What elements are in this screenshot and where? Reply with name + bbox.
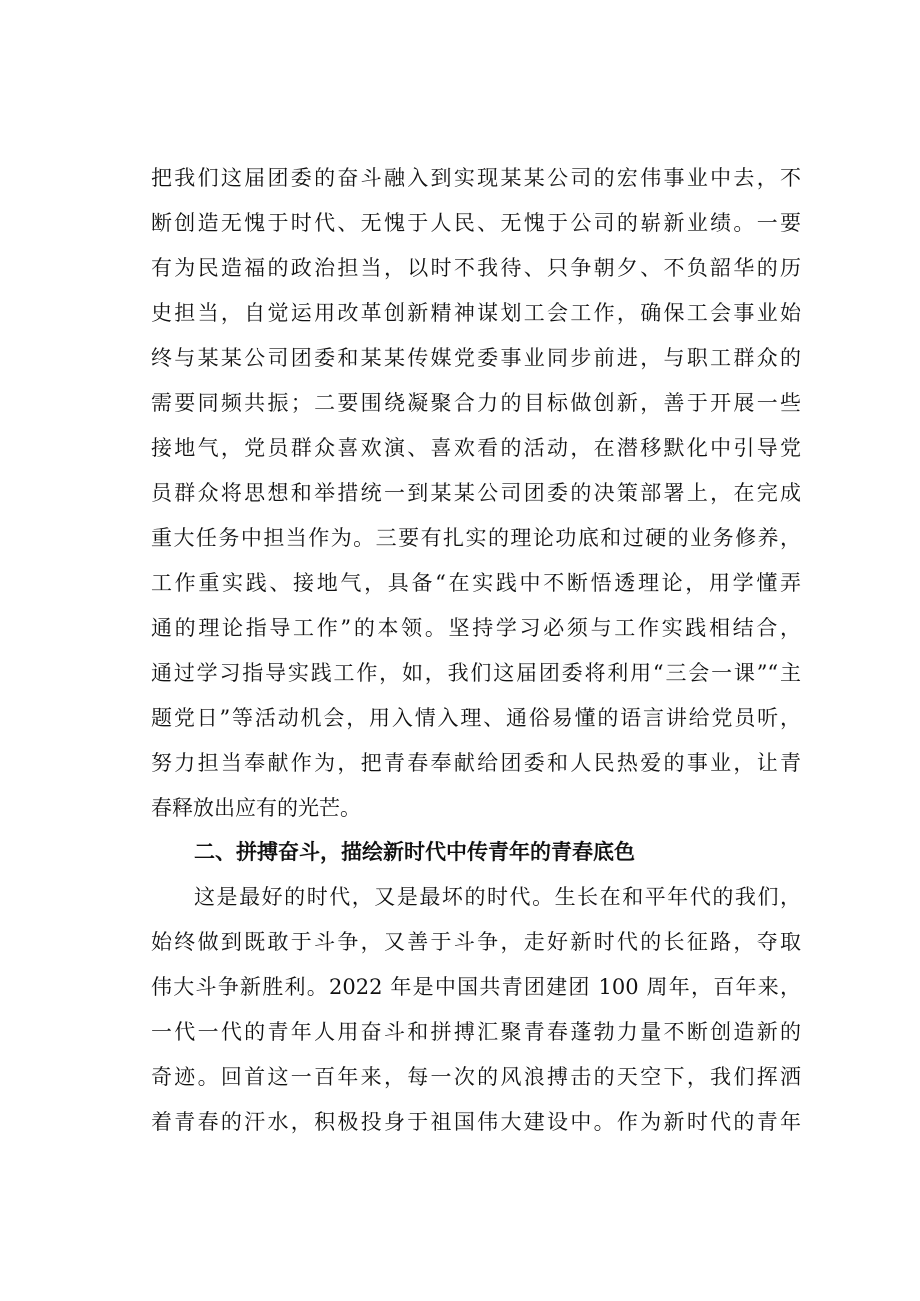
paragraph-1-line: 工作重实践、接地气，具备“在实践中不断悟透理论，用学懂弄 bbox=[151, 571, 801, 595]
paragraph-1-line: 员群众将思想和举措统一到某某公司团委的决策部署上，在完成 bbox=[151, 481, 801, 505]
paragraph-2-line: 伟大斗争新胜利。2022 年是中国共青团建团 100 周年，百年来， bbox=[151, 975, 801, 999]
paragraph-1-line: 终与某某公司团委和某某传媒党委事业同步前进，与职工群众的 bbox=[151, 346, 801, 370]
paragraph-1-line: 春释放出应有的光芒。 bbox=[151, 796, 361, 820]
paragraph-1-line: 断创造无愧于时代、无愧于人民、无愧于公司的崭新业绩。一要 bbox=[151, 211, 801, 235]
paragraph-1-line: 需要同频共振；二要围绕凝聚合力的目标做创新，善于开展一些 bbox=[151, 391, 801, 415]
paragraph-1-line: 努力担当奉献作为，把青春奉献给团委和人民热爱的事业，让青 bbox=[151, 751, 801, 775]
paragraph-2-line: 着青春的汗水，积极投身于祖国伟大建设中。作为新时代的青年 bbox=[151, 1110, 801, 1134]
paragraph-2-line: 这是最好的时代，又是最坏的时代。生长在和平年代的我们， bbox=[194, 885, 801, 909]
paragraph-1-line: 通的理论指导工作”的本领。坚持学习必须与工作实践相结合， bbox=[151, 616, 801, 640]
paragraph-1-line: 通过学习指导实践工作，如，我们这届团委将利用“三会一课”“主 bbox=[151, 661, 801, 685]
paragraph-2-line: 一代一代的青年人用奋斗和拼搏汇聚青春蓬勃力量不断创造新的 bbox=[151, 1020, 801, 1044]
paragraph-1-line: 有为民造福的政治担当，以时不我待、只争朝夕、不负韶华的历 bbox=[151, 256, 801, 280]
paragraph-1-line: 史担当，自觉运用改革创新精神谋划工会工作，确保工会事业始 bbox=[151, 301, 801, 325]
paragraph-1-line: 题党日”等活动机会，用入情入理、通俗易懂的语言讲给党员听， bbox=[151, 706, 801, 730]
section-heading: 二、拼搏奋斗，描绘新时代中传青年的青春底色 bbox=[194, 840, 635, 864]
paragraph-1-line: 接地气，党员群众喜欢演、喜欢看的活动，在潜移默化中引导党 bbox=[151, 436, 801, 460]
paragraph-1-line: 把我们这届团委的奋斗融入到实现某某公司的宏伟事业中去，不 bbox=[151, 166, 801, 190]
paragraph-1-line: 重大任务中担当作为。三要有扎实的理论功底和过硬的业务修养， bbox=[151, 526, 801, 550]
paragraph-2-line: 始终做到既敢于斗争，又善于斗争，走好新时代的长征路，夺取 bbox=[151, 930, 801, 954]
paragraph-2-line: 奇迹。回首这一百年来，每一次的风浪搏击的天空下，我们挥洒 bbox=[151, 1065, 801, 1089]
